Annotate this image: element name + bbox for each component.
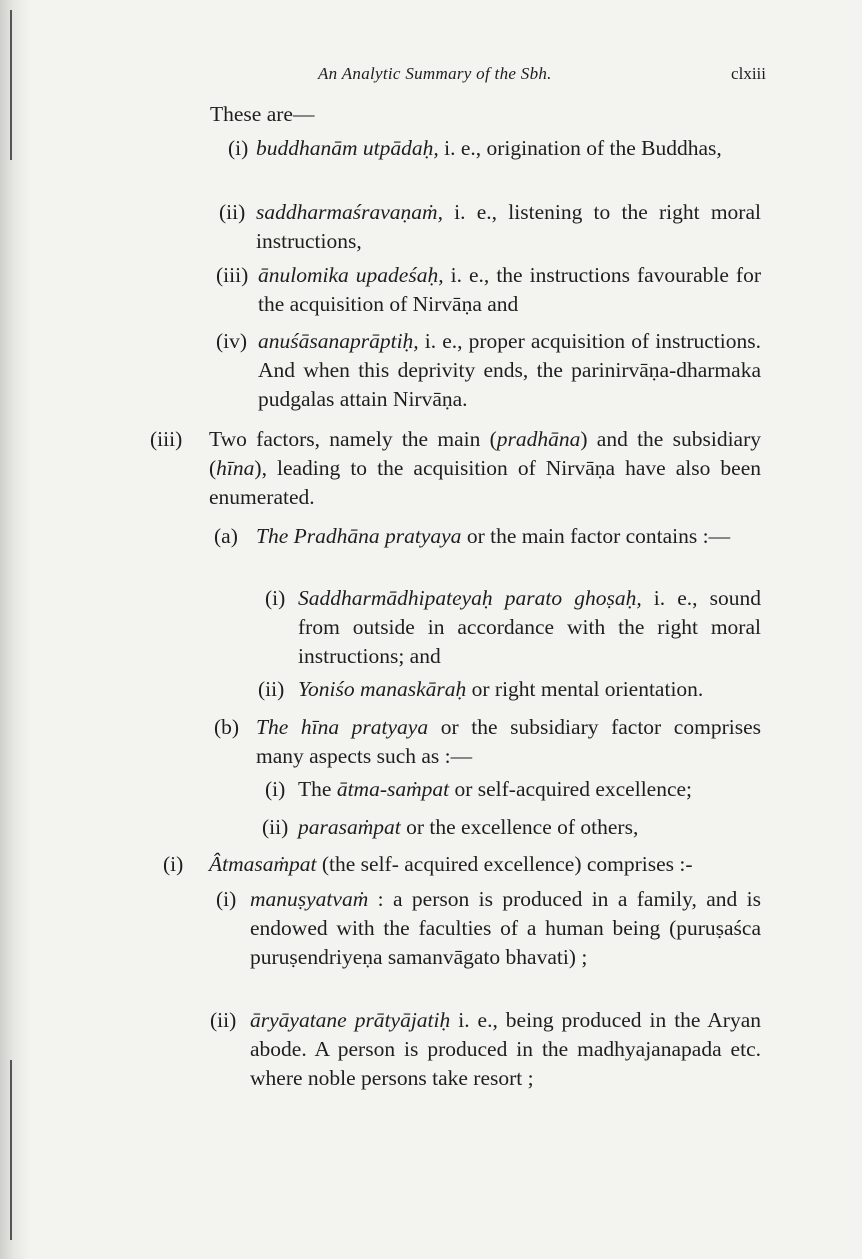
item-term: ānulomika upadeśaḥ,: [258, 263, 444, 287]
item-label: (iv): [216, 329, 248, 353]
item-text: [298, 775, 768, 804]
intro-line: These are—: [210, 102, 315, 126]
item-text: [258, 261, 761, 319]
page-number: clxiii: [731, 64, 766, 83]
text-run: The: [298, 777, 337, 801]
subsection-text: [256, 713, 761, 771]
list-item: [0, 813, 862, 842]
item-term: ātma-saṁpat: [336, 777, 450, 801]
list-item: [0, 261, 862, 319]
item-label: (i): [216, 887, 237, 911]
item-term: Saddharmādhipateyaḥ parato ghoṣaḥ,: [298, 586, 642, 610]
section-label: (iii): [150, 427, 183, 451]
item-rest: or self-acquired excellence;: [449, 777, 693, 801]
item-label: (i): [265, 777, 286, 801]
item-text: [256, 134, 761, 163]
list-item: [0, 198, 862, 256]
subsection-rest: or the main factor contains :—: [461, 524, 731, 548]
item-term: Yoniśo manaskāraḥ: [298, 677, 467, 701]
item-label: (ii): [262, 815, 289, 839]
term-pradhana: pradhāna: [496, 427, 581, 451]
term-hina: hīna: [216, 456, 255, 480]
item-term: āryāyatane prātyājatiḥ: [250, 1008, 451, 1032]
item-term: manuṣyatvaṁ: [250, 887, 369, 911]
item-text: [298, 675, 768, 704]
item-rest: or right mental orientation.: [466, 677, 704, 701]
section-text: [209, 425, 761, 512]
running-title: An Analytic Summary of the Sbh.: [318, 64, 552, 83]
section-text: [209, 850, 769, 879]
item-label: (i): [228, 136, 249, 160]
item-label: (ii): [258, 677, 285, 701]
subsection-a: [0, 522, 862, 580]
item-label: (i): [265, 586, 286, 610]
item-text: [250, 885, 761, 972]
item-text: [250, 1006, 761, 1093]
item-text: [258, 327, 761, 414]
subsection-term: The hīna pratyaya: [256, 715, 429, 739]
list-item: [0, 134, 862, 192]
subsection-term: The Pradhāna pratyaya: [256, 524, 462, 548]
page-header: [0, 64, 862, 88]
item-rest: i. e., sound from outside in accordance with the right moral instructions; and: [298, 586, 761, 668]
section-point-iii: [0, 425, 862, 512]
item-text: [298, 813, 768, 842]
list-item: [0, 327, 862, 414]
subsection-rest: or the subsidiary factor comprises many aspects such as :—: [256, 715, 761, 768]
subsection-label: (b): [214, 715, 240, 739]
list-item: [0, 775, 862, 804]
item-text: [298, 584, 761, 671]
section-term: Âtmasaṁpat: [209, 852, 317, 876]
section-label: (i): [163, 852, 184, 876]
text-run: ) and the subsidiary (: [209, 427, 761, 480]
section-rest: (the self- acquired excellence) comprises :-: [316, 852, 693, 876]
list-item: [0, 885, 862, 1001]
subsection-text: [256, 522, 761, 551]
item-label: (ii): [210, 1008, 237, 1032]
item-rest: i. e., listening to the right moral instructions,: [256, 200, 761, 253]
item-term: saddharmaśravaṇaṁ,: [256, 200, 443, 224]
item-rest: i. e., being produced in the Aryan abode. A person is produced in the madhyajanapada etc. where noble persons take resort ;: [250, 1008, 761, 1090]
list-item: [0, 584, 862, 671]
section-point-i: [0, 850, 862, 879]
item-rest: or the excellence of others,: [400, 815, 639, 839]
text-run: Two factors, namely the main (: [209, 427, 497, 451]
item-label: (ii): [219, 200, 246, 224]
item-text: [256, 198, 761, 256]
item-rest: : a person is produced in a family, and is endowed with the faculties of a human being (puruṣaśca puruṣendriyeṇa samanvāgato bhavati) ;: [250, 887, 761, 969]
item-term: buddhanām utpādaḥ,: [256, 136, 439, 160]
item-rest: i. e., proper acquisition of instructions. And when this deprivity ends, the parinirvāṇa-dharmaka pudgalas attain Nirvāṇa.: [258, 329, 761, 411]
list-item: [0, 675, 862, 704]
item-rest: i. e., origination of the Buddhas,: [438, 136, 722, 160]
text-run: ), leading to the acquisition of Nirvāṇa have also been enumerated.: [209, 456, 761, 509]
subsection-label: (a): [214, 524, 238, 548]
item-term: parasaṁpat: [298, 815, 401, 839]
item-term: anuśāsanaprāptiḥ,: [258, 329, 419, 353]
subsection-b: [0, 713, 862, 771]
list-item: [0, 1006, 862, 1093]
item-label: (iii): [216, 263, 249, 287]
item-rest: i. e., the instructions favourable for the acquisition of Nirvāṇa and: [258, 263, 761, 316]
